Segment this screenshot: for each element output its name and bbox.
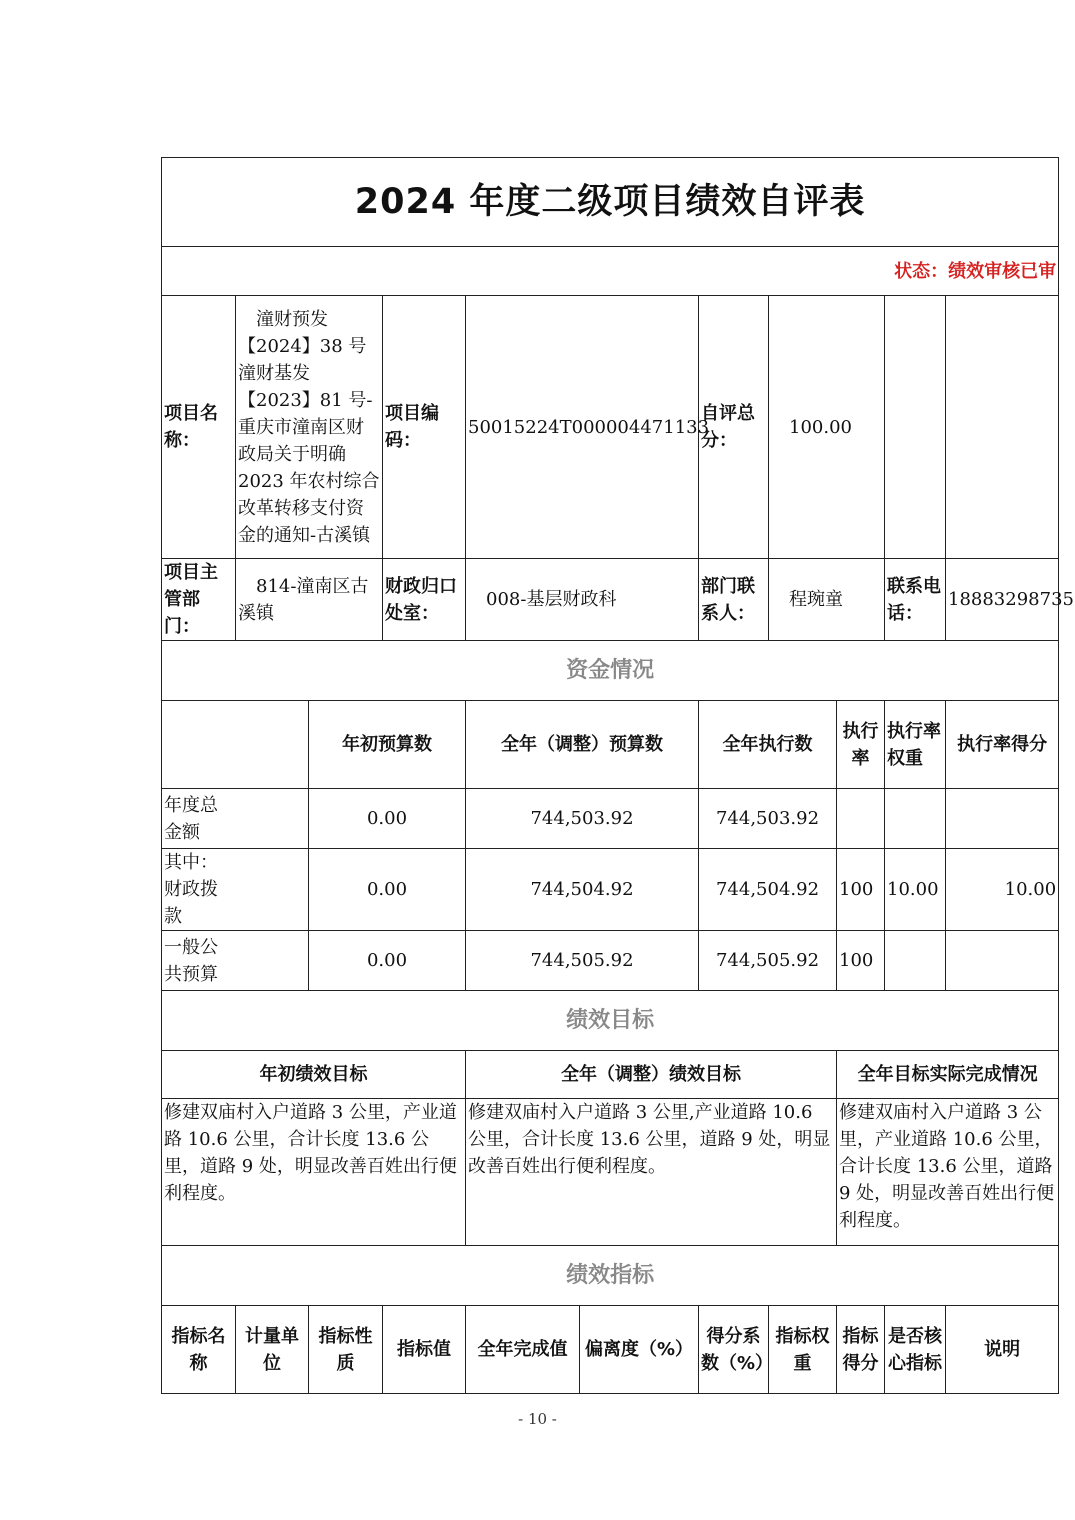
fund-row-weight [885, 931, 946, 991]
indicator-header-nature: 指标性质 [309, 1306, 383, 1394]
indicator-header-core: 是否核心指标 [885, 1306, 946, 1394]
score-value: 100.00 [769, 296, 885, 559]
contact-label: 部门联系人： [699, 559, 769, 641]
empty-cell [946, 296, 1059, 559]
fund-row-score [946, 931, 1059, 991]
status-badge: 状态：绩效审核已审 [162, 247, 1059, 296]
empty-cell [885, 296, 946, 559]
project-code-value: 50015224T000004471133 [466, 296, 699, 559]
finance-office-label: 财政归口处室： [383, 559, 466, 641]
dept-value: 814-潼南区古溪镇 [236, 559, 383, 641]
contact-value: 程琬童 [769, 559, 885, 641]
goal-initial-text: 修建双庙村入户道路 3 公里，产业道路 10.6 公里，合计长度 13.6 公里，道路 9 处，明显改善百姓出行便利程度。 [162, 1099, 466, 1246]
fund-row-score: 10.00 [946, 849, 1059, 931]
indicator-header-weight: 指标权重 [769, 1306, 837, 1394]
indicator-header-name: 指标名称 [162, 1306, 236, 1394]
fund-row-adjusted: 744,503.92 [466, 789, 699, 849]
performance-evaluation-table [161, 157, 1074, 1394]
goal-adjusted-text: 修建双庙村入户道路 3 公里,产业道路 10.6 公里，合计长度 13.6 公里，道路 9 处，明显改善百姓出行便利程度。 [466, 1099, 837, 1246]
fund-row-name: 年度总金额 [162, 789, 309, 849]
indicator-header-coefficient: 得分系数（%） [699, 1306, 769, 1394]
indicator-header-note: 说明 [946, 1306, 1059, 1394]
funds-header-adjusted: 全年（调整）预算数 [466, 701, 699, 789]
indicator-header-value: 指标值 [383, 1306, 466, 1394]
fund-row-adjusted: 744,505.92 [466, 931, 699, 991]
funds-header-initial: 年初预算数 [309, 701, 466, 789]
funds-section-title: 资金情况 [162, 641, 1059, 701]
page-number: - 10 - [518, 1410, 557, 1428]
fund-row-name: 一般公共预算 [162, 931, 309, 991]
fund-row-initial: 0.00 [309, 849, 466, 931]
goals-header-actual: 全年目标实际完成情况 [837, 1051, 1059, 1099]
phone-label: 联系电话： [885, 559, 946, 641]
funds-header-executed: 全年执行数 [699, 701, 837, 789]
score-label: 自评总分： [699, 296, 769, 559]
indicator-header-deviation: 偏离度（%） [580, 1306, 699, 1394]
project-name-value: 潼财预发【2024】38 号潼财基发【2023】81 号-重庆市潼南区财政局关于明确 2023 年农村综合改革转移支付资金的通知-古溪镇 [236, 296, 383, 559]
goal-actual-text: 修建双庙村入户道路 3 公里，产业道路 10.6 公里，合计长度 13.6 公里，道路 9 处，明显改善百姓出行便利程度。 [837, 1099, 1059, 1246]
fund-row-adjusted: 744,504.92 [466, 849, 699, 931]
fund-row-executed: 744,504.92 [699, 849, 837, 931]
fund-row-name: 其中：财政拨款 [162, 849, 309, 931]
indicator-header-completed: 全年完成值 [466, 1306, 580, 1394]
fund-row-weight [885, 789, 946, 849]
phone-value: 18883298735 [946, 559, 1059, 641]
dept-label: 项目主管部门： [162, 559, 236, 641]
fund-row-executed: 744,503.92 [699, 789, 837, 849]
funds-header-score: 执行率得分 [946, 701, 1059, 789]
fund-row-rate [837, 789, 885, 849]
fund-row-weight: 10.00 [885, 849, 946, 931]
fund-row-executed: 744,505.92 [699, 931, 837, 991]
fund-row-initial: 0.00 [309, 789, 466, 849]
table-row [162, 931, 1059, 991]
indicator-header-score: 指标得分 [837, 1306, 885, 1394]
fund-row-score [946, 789, 1059, 849]
page-title: 2024 年度二级项目绩效自评表 [162, 158, 1059, 247]
funds-header-empty [162, 701, 309, 789]
goals-section-title: 绩效目标 [162, 991, 1059, 1051]
finance-office-value: 008-基层财政科 [466, 559, 699, 641]
indicators-section-title: 绩效指标 [162, 1246, 1059, 1306]
table-row [162, 849, 1059, 931]
fund-row-rate: 100 [837, 931, 885, 991]
project-code-label: 项目编码： [383, 296, 466, 559]
indicator-header-unit: 计量单位 [236, 1306, 309, 1394]
fund-row-initial: 0.00 [309, 931, 466, 991]
project-name-label: 项目名称： [162, 296, 236, 559]
goals-header-initial: 年初绩效目标 [162, 1051, 466, 1099]
funds-header-rate: 执行率 [837, 701, 885, 789]
table-row [162, 789, 1059, 849]
goals-header-adjusted: 全年（调整）绩效目标 [466, 1051, 837, 1099]
funds-header-weight: 执行率权重 [885, 701, 946, 789]
fund-row-rate: 100 [837, 849, 885, 931]
